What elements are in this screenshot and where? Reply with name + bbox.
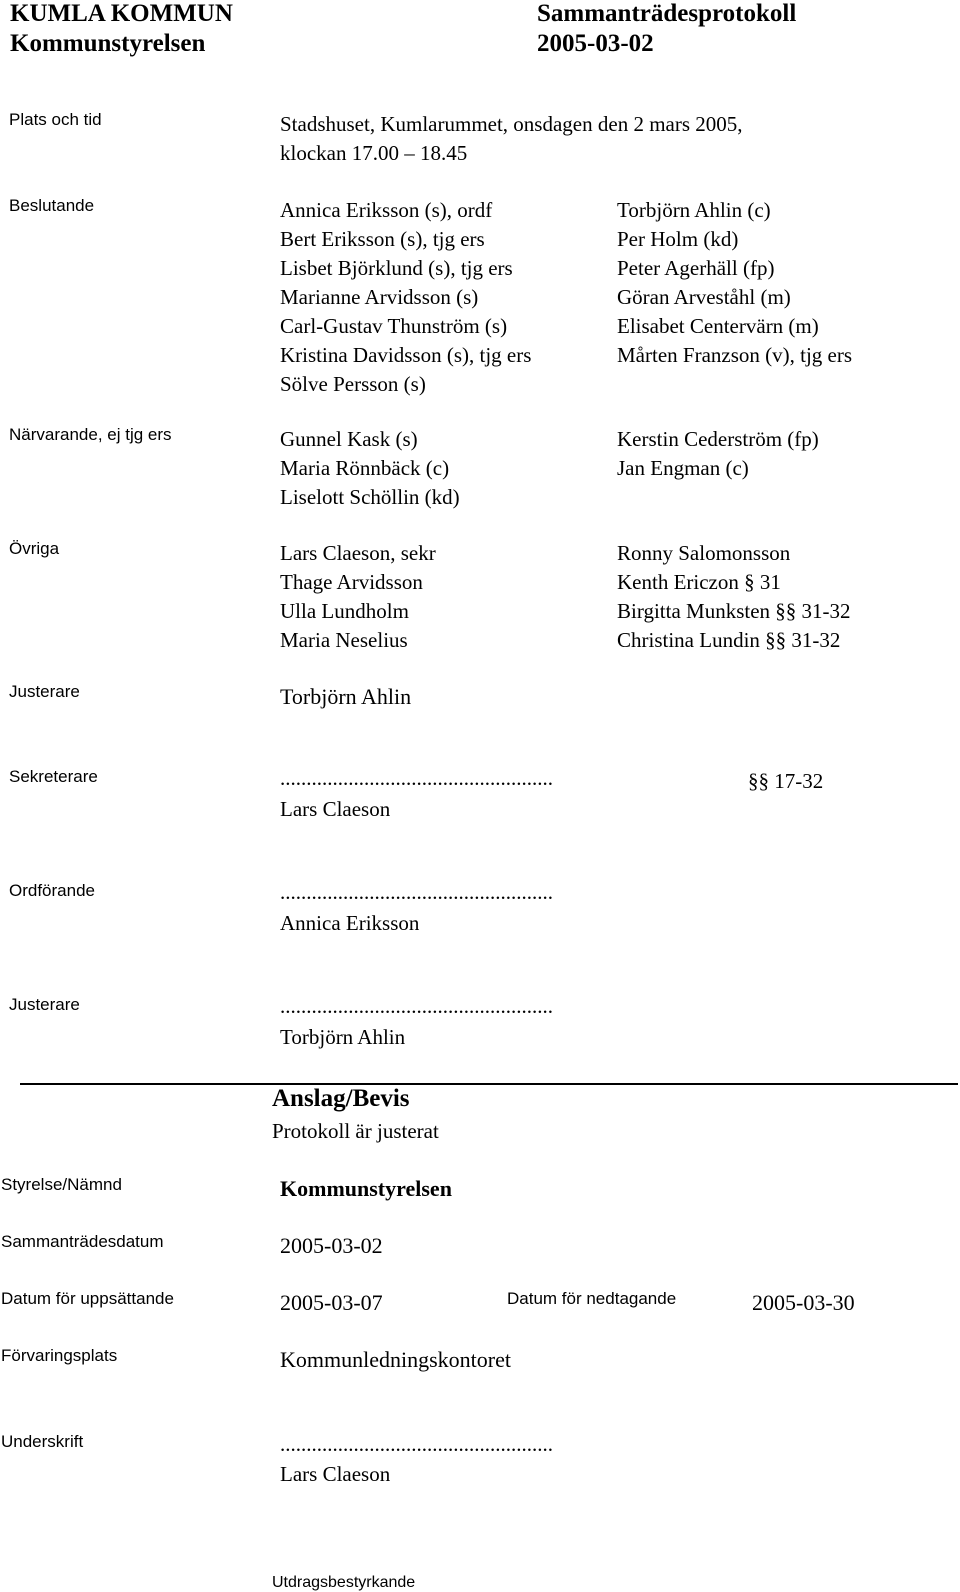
person-name: Christina Lundin §§ 31-32	[617, 628, 841, 652]
sammantradesdatum-label: Sammanträdesdatum	[1, 1232, 164, 1251]
ordforande-label: Ordförande	[9, 881, 95, 900]
ordforande-name: Annica Eriksson	[280, 911, 420, 935]
nedtagande-label: Datum för nedtagande	[507, 1289, 677, 1308]
justerare-signature-line: ....................................................	[280, 994, 553, 1018]
ovriga-left-list	[280, 539, 436, 655]
member-name: Kerstin Cederström (fp)	[617, 427, 819, 451]
narvarande-right-list	[617, 425, 819, 483]
styrelse-label: Styrelse/Nämnd	[1, 1175, 122, 1194]
ovriga-label: Övriga	[9, 539, 60, 558]
member-name: Jan Engman (c)	[617, 456, 749, 480]
member-name: Kristina Davidsson (s), tjg ers	[280, 343, 532, 367]
anslag-subtitle: Protokoll är justerat	[272, 1119, 439, 1143]
person-name: Thage Arvidsson	[280, 570, 423, 594]
plats-label: Plats och tid	[9, 110, 102, 129]
uppsattande-label: Datum för uppsättande	[1, 1289, 174, 1308]
beslutande-right-list	[617, 196, 852, 370]
plats-line-1: Stadshuset, Kumlarummet, onsdagen den 2 mars 2005,	[280, 112, 743, 136]
person-name: Kenth Ericzon § 31	[617, 570, 781, 594]
member-name: Annica Eriksson (s), ordf	[280, 198, 493, 222]
sammantradesdatum-value: 2005-03-02	[280, 1233, 383, 1258]
forvaringsplats-label: Förvaringsplats	[1, 1346, 118, 1365]
beslutande-left-list	[280, 196, 531, 399]
member-name: Torbjörn Ahlin (c)	[617, 198, 771, 222]
org-name: KUMLA KOMMUN	[10, 0, 233, 27]
member-name: Gunnel Kask (s)	[280, 427, 418, 451]
anslag-title: Anslag/Bevis	[272, 1085, 410, 1112]
member-name: Mårten Franzson (v), tjg ers	[617, 343, 853, 367]
justerare-sign-name: Torbjörn Ahlin	[280, 1025, 406, 1049]
member-name: Bert Eriksson (s), tjg ers	[280, 227, 485, 251]
person-name: Birgitta Munksten §§ 31-32	[617, 599, 851, 623]
narvarande-label: Närvarande, ej tjg ers	[9, 425, 172, 444]
narvarande-left-list	[280, 425, 460, 512]
member-name: Elisabet Centervärn (m)	[617, 314, 819, 338]
member-name: Lisbet Björklund (s), tjg ers	[280, 256, 513, 280]
member-name: Carl-Gustav Thunström (s)	[280, 314, 508, 338]
sekreterare-paragraphs: §§ 17-32	[748, 769, 824, 793]
ordforande-signature-line: ....................................................	[280, 880, 553, 904]
person-name: Lars Claeson, sekr	[280, 541, 436, 565]
person-name: Ronny Salomonsson	[617, 541, 791, 565]
sekreterare-label: Sekreterare	[9, 767, 98, 786]
styrelse-value: Kommunstyrelsen	[280, 1176, 452, 1201]
nedtagande-value: 2005-03-30	[752, 1290, 855, 1315]
justerare-sign-label: Justerare	[9, 995, 80, 1014]
plats-line-2: klockan 17.00 – 18.45	[280, 141, 468, 165]
sekreterare-signature-line: ....................................................	[280, 766, 553, 790]
uppsattande-value: 2005-03-07	[280, 1290, 383, 1315]
member-name: Maria Rönnbäck (c)	[280, 456, 450, 480]
forvaringsplats-value: Kommunledningskontoret	[280, 1347, 511, 1372]
member-name: Per Holm (kd)	[617, 227, 739, 251]
ovriga-right-list	[617, 539, 851, 655]
section-divider	[20, 1083, 958, 1085]
member-name: Sölve Persson (s)	[280, 372, 426, 396]
person-name: Ulla Lundholm	[280, 599, 409, 623]
utdragsbestyrkande-label: Utdragsbestyrkande	[272, 1574, 416, 1591]
underskrift-label: Underskrift	[1, 1432, 84, 1451]
document-type: Sammanträdesprotokoll	[537, 0, 797, 27]
sekreterare-name: Lars Claeson	[280, 797, 391, 821]
member-name: Peter Agerhäll (fp)	[617, 256, 775, 280]
committee-name: Kommunstyrelsen	[10, 30, 206, 57]
document-date: 2005-03-02	[537, 30, 654, 57]
member-name: Marianne Arvidsson (s)	[280, 285, 479, 309]
underskrift-name: Lars Claeson	[280, 1462, 391, 1486]
beslutande-label: Beslutande	[9, 196, 95, 215]
member-name: Liselott Schöllin (kd)	[280, 485, 460, 509]
justerare-name: Torbjörn Ahlin	[280, 684, 412, 709]
underskrift-signature-line: ....................................................	[280, 1432, 553, 1456]
justerare-label: Justerare	[9, 682, 80, 701]
member-name: Göran Arveståhl (m)	[617, 285, 791, 309]
person-name: Maria Neselius	[280, 628, 408, 652]
